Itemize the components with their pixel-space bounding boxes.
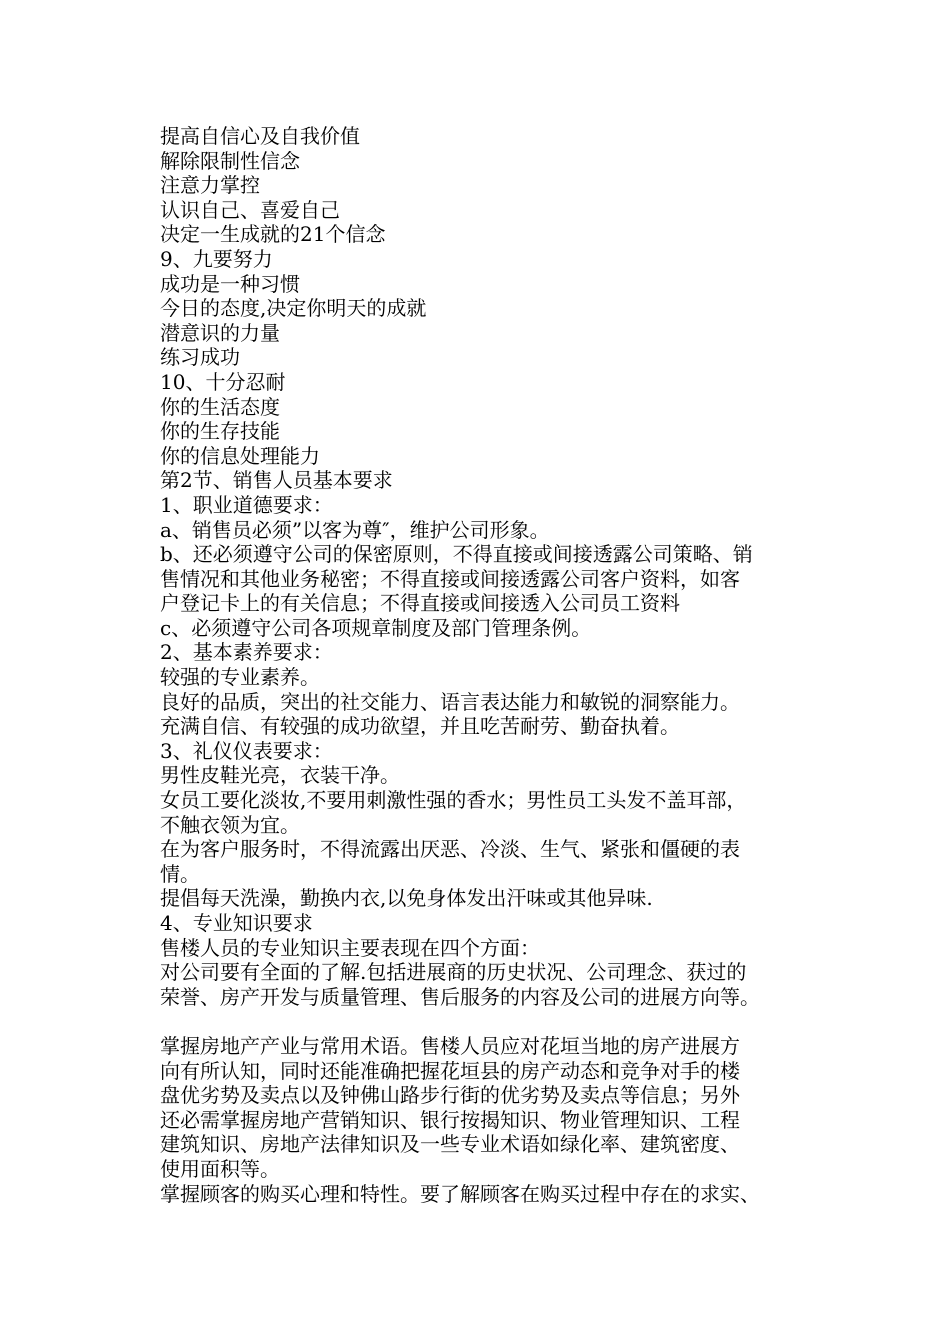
- text-line: 女员工要化淡妆,不要用刺激性强的香水；男性员工头发不盖耳部，: [160, 788, 747, 813]
- chapter-heading: 第2节、销售人员基本要求: [160, 468, 393, 493]
- text-line: 充满自信、有较强的成功欲望，并且吃苦耐劳、勤奋执着。: [160, 714, 680, 739]
- document-body: [160, 124, 800, 1206]
- section-heading: 2、基本素养要求：: [160, 640, 333, 665]
- text-line: c、必须遵守公司各项规章制度及部门管理条例。: [160, 615, 592, 640]
- text-line: 决定一生成就的21个信念: [160, 222, 386, 247]
- text-line: 提高自信心及自我价值: [160, 124, 360, 148]
- text-line: 荣誉、房产开发与质量管理、售后服务的内容及公司的进展方向等。: [160, 984, 760, 1009]
- text-line: 你的信息处理能力: [160, 443, 320, 468]
- text-line: 建筑知识、房地产法律知识及一些专业术语如绿化率、建筑密度、: [160, 1132, 740, 1157]
- text-line: 户登记卡上的有关信息；不得直接或间接透入公司员工资料: [160, 591, 680, 616]
- text-line: 对公司要有全面的了解.包括进展商的历史状况、公司理念、获过的: [160, 960, 747, 985]
- text-line: 你的生活态度: [160, 394, 280, 419]
- text-line: 练习成功: [160, 345, 240, 370]
- text-line: a、销售员必须”以客为尊″，维护公司形象。: [160, 517, 550, 542]
- text-line: 在为客户服务时，不得流露出厌恶、冷淡、生气、紧张和僵硬的表: [160, 837, 740, 862]
- text-line: 提倡每天洗澡，勤换内衣,以免身体发出汗味或其他异味.: [160, 886, 653, 911]
- section-heading: 1、职业道德要求：: [160, 492, 333, 517]
- text-line: 今日的态度,决定你明天的成就: [160, 296, 427, 321]
- section-heading: 9、九要努力: [160, 246, 273, 271]
- text-line: 掌握房地产产业与常用术语。售楼人员应对花垣当地的房产进展方: [160, 1033, 740, 1058]
- section-heading: 10、十分忍耐: [160, 369, 286, 394]
- text-line: 盘优劣势及卖点以及钟佛山路步行街的优劣势及卖点等信息；另外: [160, 1083, 740, 1108]
- text-line: 售情况和其他业务秘密；不得直接或间接透露公司客户资料，如客: [160, 566, 740, 591]
- text-line: 认识自己、喜爱自己: [160, 197, 340, 222]
- text-line: 不触衣领为宜。: [160, 812, 300, 837]
- text-line: 使用面积等。: [160, 1156, 280, 1181]
- text-line: 掌握顾客的购买心理和特性。要了解顾客在购买过程中存在的求实、: [160, 1181, 760, 1206]
- text-line: 注意力掌控: [160, 173, 260, 198]
- text-line: 良好的品质，突出的社交能力、语言表达能力和敏锐的洞察能力。: [160, 689, 740, 714]
- text-line: 解除限制性信念: [160, 148, 300, 173]
- text-line: 向有所认知，同时还能准确把握花垣县的房产动态和竞争对手的楼: [160, 1058, 740, 1083]
- text-line: 男性皮鞋光亮，衣装干净。: [160, 763, 400, 788]
- text-line: 情。: [160, 861, 200, 886]
- text-line: b、还必须遵守公司的保密原则，不得直接或间接透露公司策略、销: [160, 542, 753, 567]
- text-line: 你的生存技能: [160, 419, 280, 444]
- section-heading: 3、礼仪仪表要求：: [160, 738, 333, 763]
- text-line: 较强的专业素养。: [160, 665, 320, 690]
- text-line: 还必需掌握房地产营销知识、银行按揭知识、物业管理知识、工程: [160, 1107, 740, 1132]
- text-line: 成功是一种习惯: [160, 271, 300, 296]
- text-line: 售楼人员的专业知识主要表现在四个方面：: [160, 935, 540, 960]
- section-heading: 4、专业知识要求: [160, 911, 313, 935]
- blank-line: [160, 1009, 800, 1034]
- text-line: 潜意识的力量: [160, 320, 280, 345]
